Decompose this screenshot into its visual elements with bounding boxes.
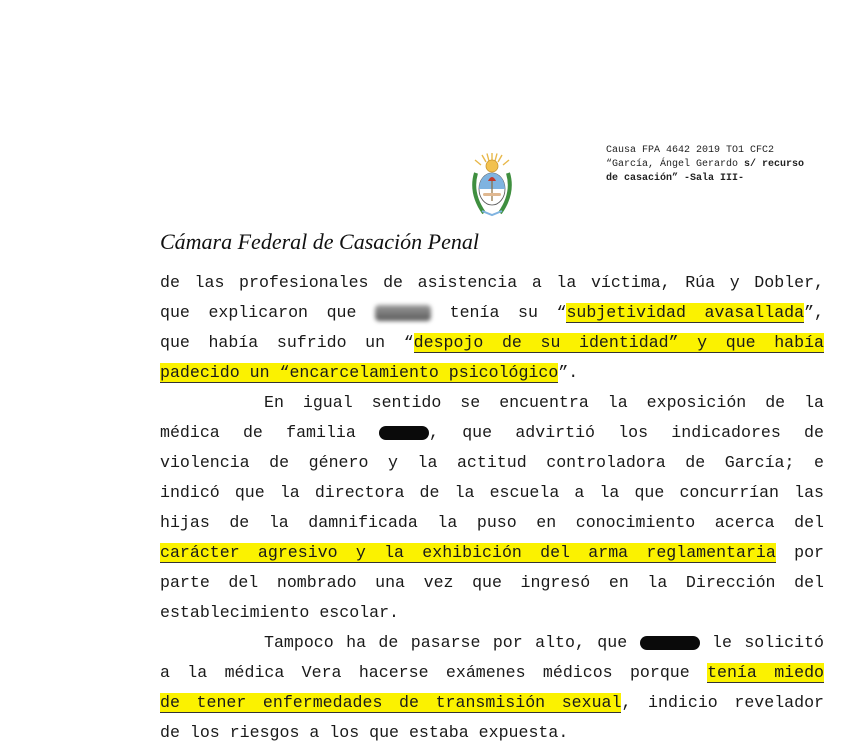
highlight: carácter agresivo y la exhibición del arma reglamentaria <box>160 543 776 562</box>
case-number: Causa FPA 4642 2019 TO1 CFC2 <box>606 145 775 156</box>
highlight: tenía miedo <box>707 663 824 682</box>
redacted-name-black <box>379 426 429 440</box>
text-line: de los riesgos a los que estaba expuesta. <box>160 723 569 742</box>
case-caption <box>606 158 804 172</box>
case-caption-subject: s/ recurso <box>744 159 805 170</box>
case-caption-chamber: de casación” -Sala III- <box>606 173 745 184</box>
text-line: que explicaron que tenía su “subjetividad avasallada”, <box>160 303 824 322</box>
text-line: a la médica Vera hacerse exámenes médicos porque tenía miedo <box>160 663 824 682</box>
text-line: hijas de la damnificada la puso en conocimiento acerca del <box>160 513 824 532</box>
highlight: despojo de su identidad” y que había <box>413 333 825 352</box>
argentine-coat-of-arms-icon <box>468 151 516 219</box>
text-line: de tener enfermedades de transmisión sexual, indicio revelador <box>160 693 824 712</box>
redacted-name-black <box>640 636 700 650</box>
text-line: carácter agresivo y la exhibición del arma reglamentaria por <box>160 543 824 562</box>
text-line: que había sufrido un “despojo de su identidad” y que había <box>160 333 825 352</box>
court-name: Cámara Federal de Casación Penal <box>160 229 479 254</box>
highlight: de tener enfermedades de transmisión sexual <box>160 693 622 712</box>
text-line: En igual sentido se encuentra la exposición de la <box>264 393 824 412</box>
text-line: parte del nombrado una vez que ingresó en la Dirección del <box>160 573 824 592</box>
text-line: establecimiento escolar. <box>160 603 399 622</box>
text-line: Tampoco ha de pasarse por alto, que le solicitó <box>264 633 824 652</box>
document-body <box>160 268 824 748</box>
text-line: de las profesionales de asistencia a la víctima, Rúa y Dobler, <box>160 273 824 292</box>
text-line: violencia de género y la actitud controladora de García; e <box>160 453 824 472</box>
text-line: indicó que la directora de la escuela a la que concurrían las <box>160 483 824 502</box>
text-line: médica de familia , que advirtió los indicadores de <box>160 423 824 442</box>
redacted-name-blur <box>375 305 431 321</box>
text-line: padecido un “encarcelamiento psicológico”. <box>160 363 579 382</box>
case-reference <box>606 144 804 186</box>
highlight: subjetividad avasallada <box>566 303 805 322</box>
highlight: padecido un “encarcelamiento psicológico <box>160 363 559 382</box>
case-caption-name: “García, Ángel Gerardo <box>606 159 745 170</box>
